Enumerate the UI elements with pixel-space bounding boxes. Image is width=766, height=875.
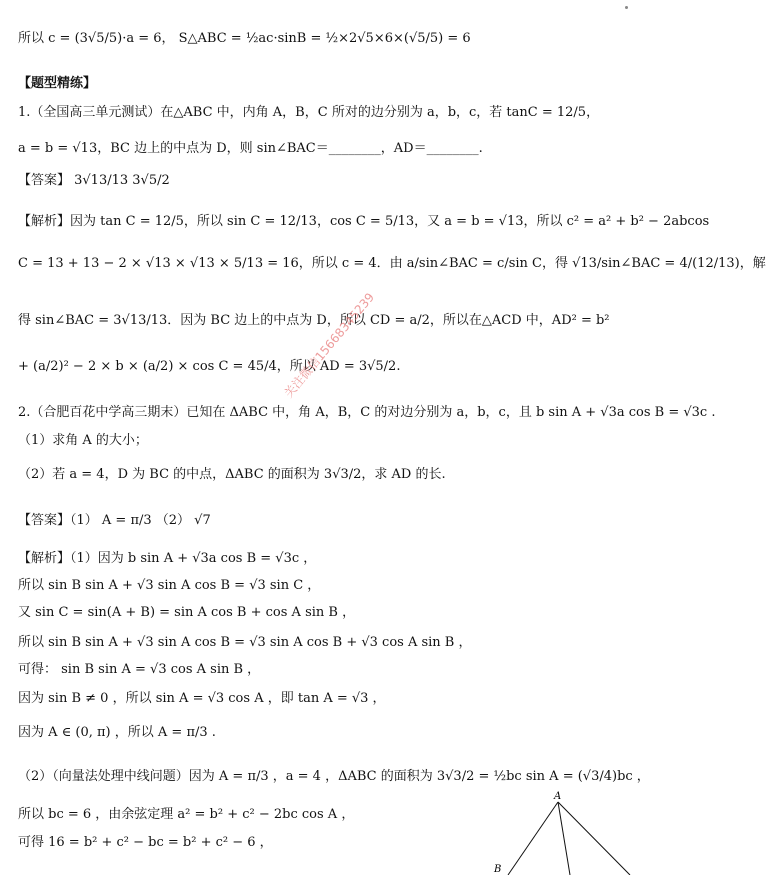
triangle-edge-ab: [508, 802, 558, 875]
text-line-23: 可得 16 = b² + c² − bc = b² + c² − 6 ，: [18, 835, 273, 850]
text-line-7: C = 13 + 13 − 2 × √13 × √13 × 5/13 = 16，所以 c = 4．由 a/sin∠BAC = c/sin C，得 √13/sin∠BAC = 4/(12/13)，解: [18, 256, 766, 271]
text-line-11: （1）求角 A 的大小；: [18, 433, 148, 448]
text-line-20: 因为 A ∈ (0, π) ，所以 A = π/3 .: [18, 725, 216, 740]
text-line-19: 因为 sin B ≠ 0 ，所以 sin A = √3 cos A ，即 tan A = √3 ，: [18, 691, 386, 706]
text-line-6: 【解析】因为 tan C = 12/5，所以 sin C = 12/13，cos C = 5/13，又 a = b = √13，所以 c² = a² + b² − 2abcos: [18, 214, 710, 229]
text-line-10: 2.（合肥百花中学高三期末）已知在 ΔABC 中，角 A，B，C 的对边分别为 a，b，c，且 b sin A + √3a cos B = √3c .: [18, 405, 716, 420]
text-line-1: 所以 c = (3√5/5)·a = 6， S△ABC = ½ac·sinB = ½×2√5×6×(√5/5) = 6: [18, 31, 471, 46]
text-line-21: （2）（向量法处理中线问题）因为 A = π/3 ，a = 4 ，ΔABC 的面积为 3√3/2 = ½bc sin A = (√3/4)bc ，: [18, 769, 650, 784]
corner-dot: [625, 6, 628, 9]
vertex-label-b: B: [494, 864, 502, 875]
text-line-2: 【题型精练】: [18, 76, 97, 91]
text-line-16: 又 sin C = sin(A + B) = sin A cos B + cos A sin B ，: [18, 605, 356, 620]
text-line-22: 所以 bc = 6 ，由余弦定理 a² = b² + c² − 2bc cos A ，: [18, 807, 355, 822]
text-line-15: 所以 sin B sin A + √3 sin A cos B = √3 sin C ，: [18, 578, 321, 593]
text-line-8: 得 sin∠BAC = 3√13/13．因为 BC 边上的中点为 D，所以 CD = a/2，所以在△ACD 中，AD² = b²: [18, 313, 610, 328]
text-line-4: a = b = √13，BC 边上的中点为 D，则 sin∠BAC＝________，AD＝________.: [18, 141, 483, 156]
triangle-figure: [490, 790, 640, 875]
watermark: 关注微信15668345239: [281, 290, 378, 401]
text-line-13: 【答案】（1） A = π/3 （2） √7: [18, 513, 211, 528]
text-line-5: 【答案】 3√13/13 3√5/2: [18, 173, 170, 188]
text-line-12: （2）若 a = 4，D 为 BC 的中点，ΔABC 的面积为 3√3/2，求 AD 的长.: [18, 467, 446, 482]
triangle-edge-ac: [558, 802, 630, 875]
text-line-9: + (a/2)² − 2 × b × (a/2) × cos C = 45/4，所以 AD = 3√5/2.: [18, 359, 401, 374]
text-line-3: 1.（全国高三单元测试）在△ABC 中，内角 A，B，C 所对的边分别为 a，b，c，若 tanC = 12/5，: [18, 105, 600, 120]
text-line-18: 可得： sin B sin A = √3 cos A sin B ，: [18, 662, 261, 677]
vertex-label-a: A: [554, 791, 562, 802]
text-line-14: 【解析】（1）因为 b sin A + √3a cos B = √3c ，: [18, 551, 317, 566]
text-line-17: 所以 sin B sin A + √3 sin A cos B = √3 sin A cos B + √3 cos A sin B ，: [18, 635, 472, 650]
